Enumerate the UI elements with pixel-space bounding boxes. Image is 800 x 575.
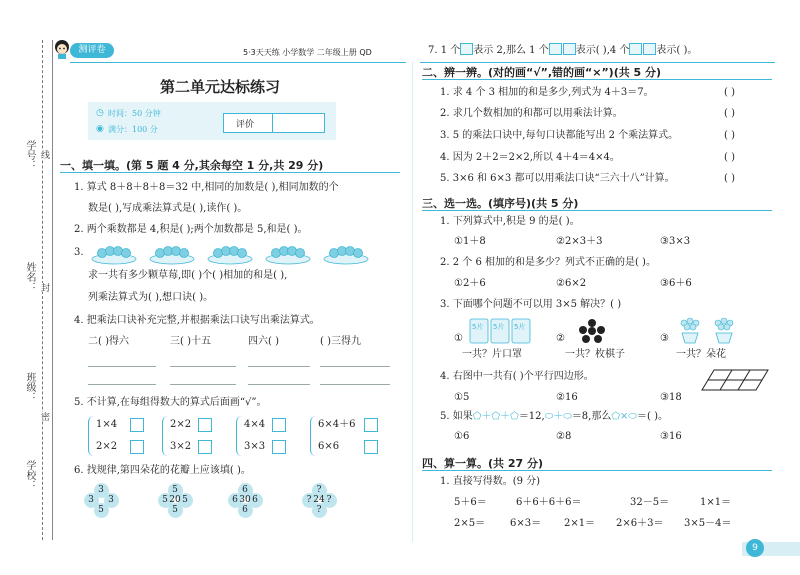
q7-text-c: 表示( ),4 个: [575, 45, 630, 56]
block-icon: [460, 43, 473, 55]
answer-line: [248, 384, 310, 385]
block-icon: [643, 43, 656, 55]
mascot-icon: [52, 38, 72, 60]
grade-divider: [272, 113, 273, 133]
answer-box[interactable]: [130, 440, 144, 454]
flower-pots-picture: [674, 317, 744, 345]
s3-q4-opt[interactable]: ②16: [556, 392, 578, 403]
s1-q4-item-1: 二( )得六: [88, 336, 129, 347]
s2-heading-rule: [422, 79, 772, 80]
margin-xuexiao: 学校：: [24, 460, 35, 490]
s3-q3-opt[interactable]: ①: [454, 333, 463, 344]
s1-q2: 2. 两个乘数都是 4,积是( );两个加数都是 5,和是( )。: [74, 224, 308, 235]
block-icon: [563, 43, 576, 55]
compare-expr: 6×4＋6: [318, 419, 356, 430]
page-number: 9: [746, 539, 764, 557]
s3-q5-opt[interactable]: ①6: [454, 431, 470, 442]
s3-q3-caption: 一共？枚棋子: [565, 349, 625, 360]
flower-center: 20: [169, 495, 181, 505]
s3-q1-opt[interactable]: ①1＋8: [454, 236, 486, 247]
flower-2: [158, 483, 192, 517]
check-icon: ◉: [96, 124, 104, 134]
page-title: 第二单元达标练习: [160, 78, 281, 96]
q7-text-a: 7. 1 个: [428, 45, 461, 56]
margin-xuehao: 学号：: [24, 140, 35, 170]
answer-line: [320, 366, 390, 367]
answer-box[interactable]: [364, 418, 378, 432]
svg-text:5片: 5片: [493, 323, 505, 331]
s3-q2-opt[interactable]: ②6×2: [556, 278, 587, 289]
s3-q3-caption: 一共？片口罩: [462, 349, 522, 360]
clock-icon: ◷: [96, 108, 104, 118]
svg-text:5片: 5片: [514, 323, 526, 331]
s2-item-3: 3. 5 的乘法口诀中,每句口诀都能写出 2 个乘法算式。: [440, 130, 679, 141]
s2-paren[interactable]: ( ): [724, 152, 735, 163]
s1-q3c: 列乘法算式为( ),想口诀( )。: [88, 292, 214, 303]
s2-paren[interactable]: ( ): [724, 108, 735, 119]
info-time: 时间：50 分钟: [108, 109, 161, 118]
badge-ceping: 测评卷: [70, 43, 114, 58]
s3-q5: [440, 411, 668, 423]
margin-feng: 封: [39, 283, 49, 292]
s3-heading-rule: [422, 210, 772, 211]
binding-solid-line: [52, 40, 53, 540]
flower-1: [84, 483, 118, 517]
margin-mi: 密: [39, 412, 49, 421]
s1-q4-item-3: 四六( ): [248, 336, 279, 347]
calc-item: 32－5＝: [630, 497, 670, 508]
mask-packs-picture: [468, 317, 532, 345]
flower-petal: 6: [252, 495, 258, 505]
flower-center: 24: [313, 495, 325, 505]
s4-heading-rule: [422, 470, 772, 471]
s3-q4-opt[interactable]: ①5: [454, 392, 470, 403]
s3-q1-opt[interactable]: ②2×3＋3: [556, 236, 603, 247]
compare-expr: 4×4: [244, 419, 266, 430]
compare-expr: 3×3: [244, 441, 266, 452]
s3-q4: 4. 右图中一共有( )个平行四边形。: [440, 371, 594, 382]
compare-group-1: [88, 416, 94, 456]
margin-xingming: 姓名：: [24, 262, 35, 292]
answer-line: [320, 384, 390, 385]
s3-q3-opt[interactable]: ②: [556, 333, 565, 344]
answer-line: [248, 366, 310, 367]
answer-line: [88, 384, 156, 385]
calc-item: 2×1＝: [564, 518, 596, 529]
calc-item: 3×5－4＝: [684, 518, 732, 529]
info-score: 满分：100 分: [108, 125, 158, 134]
pentagon-icon: ⬠＋⬠＋⬠: [472, 411, 519, 422]
s3-q5-opt[interactable]: ③16: [660, 431, 682, 442]
s1-q4-item-4: ( )三得九: [320, 336, 361, 347]
chess-pieces-picture: [572, 318, 612, 344]
parallelogram-grid-figure: [700, 368, 770, 392]
s2-heading: 二、辨一辨。(对的画“√”,错的画“×”)(共 5 分): [422, 66, 662, 79]
calc-item: 1×1＝: [700, 497, 732, 508]
answer-line: [88, 366, 156, 367]
flower-center: 30: [239, 495, 251, 505]
s3-q3-opt[interactable]: ③: [660, 333, 669, 344]
answer-box[interactable]: [198, 418, 212, 432]
flower-petal: 6: [232, 495, 238, 505]
s3-q2: 2. 2 个 6 相加的和是多少？列式不正确的是( )。: [440, 257, 656, 268]
s1-q1a: 1. 算式 8＋8＋8＋8＝32 中,相同的加数是( ),相同加数的个: [74, 182, 339, 193]
calc-item: 2×5＝: [454, 518, 486, 529]
s2-paren[interactable]: ( ): [724, 173, 735, 184]
calc-item: 5＋6＝: [454, 497, 487, 508]
series-label: 5·3天天练 小学数学 二年级上册 QD: [243, 48, 372, 57]
calc-item: 2×6＋3＝: [616, 518, 664, 529]
compare-group-4: [310, 416, 316, 456]
compare-expr: 2×2: [170, 419, 192, 430]
s3-q3-caption: 一共？朵花: [676, 349, 726, 360]
s3-q5-d: ＝( )。: [636, 411, 668, 422]
s2-item-5: 5. 3×6 和 6×3 都可以用乘法口诀“三六十八”计算。: [440, 173, 675, 184]
flower-3: [228, 483, 262, 517]
answer-box[interactable]: [272, 440, 286, 454]
block-icon: [629, 43, 642, 55]
flower-petal: ?: [326, 495, 332, 505]
q7: [428, 43, 697, 57]
compare-expr: 6×6: [318, 441, 340, 452]
flower-petal: 5: [172, 485, 178, 495]
s2-item-1: 1. 求 4 个 3 相加的和是多少,列式为 4＋3＝7。: [440, 87, 654, 98]
s3-q5-opt[interactable]: ②8: [556, 431, 572, 442]
compare-expr: 2×2: [96, 441, 118, 452]
s3-q3: 3. 下面哪个问题不可以用 3×5 解决？( ): [440, 299, 622, 310]
s1-q1b: 数是( ),写成乘法算式是( ),读作( )。: [88, 203, 248, 214]
header-rule-right: [420, 62, 775, 63]
s3-q5-a: 5. 如果: [440, 411, 473, 422]
q7-text-d: 表示( )。: [656, 45, 698, 56]
flower-4: [302, 483, 336, 517]
answer-box[interactable]: [364, 440, 378, 454]
flower-petal: 5: [162, 495, 168, 505]
s1-q3b: 求一共有多少颗草莓,即( )个( )相加的和是( ),: [88, 270, 288, 281]
s3-q2-opt[interactable]: ③6＋6: [660, 278, 692, 289]
flower-petal: 5: [98, 505, 104, 515]
s3-q4-opt[interactable]: ③18: [660, 392, 682, 403]
strawberry-plates: [88, 243, 378, 265]
calc-item: 6＋6＋6＋6＝: [516, 497, 582, 508]
flower-petal: 5: [182, 495, 188, 505]
s3-heading: 三、选一选。(填序号)(共 5 分): [422, 197, 579, 210]
flower-petal: 6: [242, 505, 248, 515]
svg-text:5片: 5片: [472, 323, 484, 331]
flower-petal: 3: [98, 485, 104, 495]
s2-item-2: 2. 求几个数相加的和都可以用乘法计算。: [440, 108, 623, 119]
compare-group-2: [162, 416, 168, 456]
s3-q1: 1. 下列算式中,积是 9 的是( )。: [440, 216, 580, 227]
answer-line: [170, 366, 236, 367]
margin-banji: 班级：: [24, 372, 35, 402]
pentagon-oval-icon: ⬠×⬭: [611, 411, 637, 422]
grade-label: 评价: [236, 120, 255, 130]
answer-line: [170, 384, 236, 385]
s3-q5-c: ＝8,那么: [571, 411, 612, 422]
s3-q5-b: ＝12,: [518, 411, 545, 422]
answer-box[interactable]: [130, 418, 144, 432]
s2-paren[interactable]: ( ): [724, 87, 735, 98]
flower-petal: 6: [242, 485, 248, 495]
compare-group-3: [236, 416, 242, 456]
s4-heading: 四、算一算。(共 27 分): [422, 457, 544, 470]
compare-expr: 1×4: [96, 419, 118, 430]
flower-petal: ?: [306, 495, 312, 505]
flower-petal: 3: [108, 495, 114, 505]
margin-xian: 线: [39, 150, 49, 159]
s1-q6: 6. 找规律,第四朵花的花瓣上应该填( )。: [74, 465, 251, 476]
s2-item-4: 4. 因为 2＋2＝2×2,所以 4＋4＝4×4。: [440, 152, 620, 163]
s1-heading-rule: [60, 172, 400, 173]
calc-item: 6×3＝: [510, 518, 542, 529]
s1-q4: 4. 把乘法口诀补充完整,并根据乘法口诀写出乘法算式。: [74, 315, 320, 326]
s3-q1-opt[interactable]: ③3×3: [660, 236, 691, 247]
answer-box[interactable]: [198, 440, 212, 454]
compare-expr: 3×2: [170, 441, 192, 452]
answer-box[interactable]: [272, 418, 286, 432]
s1-q4-item-2: 三( )十五: [170, 336, 211, 347]
q7-text-b: 表示 2,那么 1 个: [473, 45, 549, 56]
header-rule: [70, 62, 406, 63]
s1-q3a: 3.: [74, 247, 84, 258]
s2-paren[interactable]: ( ): [724, 130, 735, 141]
column-divider: [412, 62, 413, 542]
s1-heading: 一、填一填。(第 5 题 4 分,其余每空 1 分,共 29 分): [60, 159, 324, 172]
flower-petal: ?: [316, 485, 322, 495]
flower-petal: 5: [172, 505, 178, 515]
s1-q5: 5. 不计算,在每组得数大的算式后面画“√”。: [74, 397, 267, 408]
s4-q1: 1. 直接写得数。(9 分): [440, 476, 541, 487]
s3-q2-opt[interactable]: ①2＋6: [454, 278, 486, 289]
flower-petal: 3: [88, 495, 94, 505]
oval-icon: ⬭＋⬭: [544, 411, 572, 422]
flower-petal: ?: [316, 505, 322, 515]
block-icon: [549, 43, 562, 55]
